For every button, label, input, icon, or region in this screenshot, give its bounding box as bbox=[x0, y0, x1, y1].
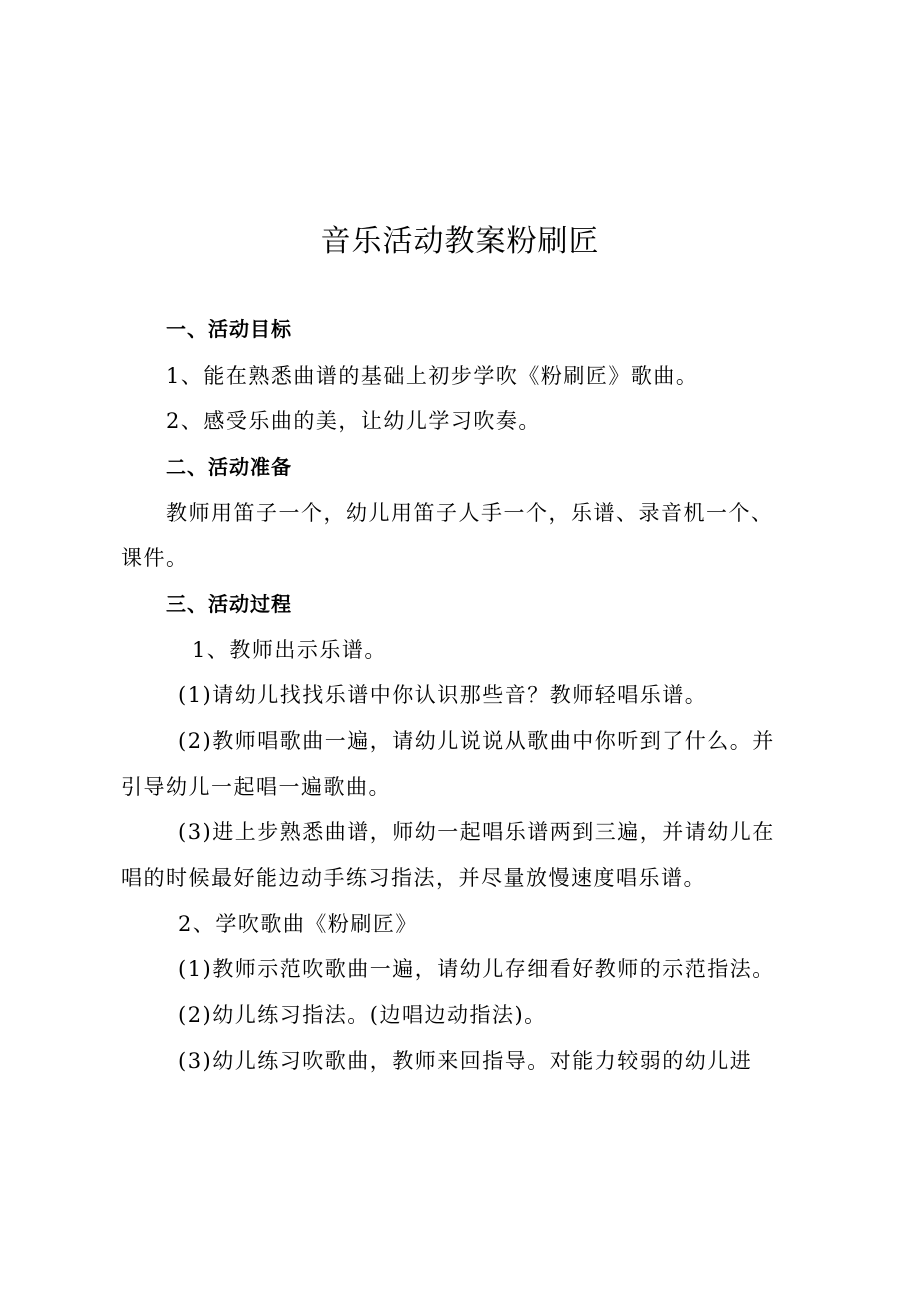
paragraph-line: 1、教师出示乐谱。 bbox=[192, 638, 387, 662]
paragraph-line: 教师用笛子一个，幼儿用笛子人手一个，乐谱、录音机一个、 bbox=[166, 501, 774, 525]
paragraph-line: (3)幼儿练习吹歌曲，教师来回指导。对能力较弱的幼儿进 bbox=[178, 1049, 753, 1073]
goal-item: 2、感受乐曲的美，让幼儿学习吹奏。 bbox=[166, 409, 541, 433]
document-title: 音乐活动教案粉刷匠 bbox=[320, 224, 600, 259]
paragraph-line: 引导幼儿一起唱一遍歌曲。 bbox=[121, 775, 391, 799]
paragraph-line: 2、学吹歌曲《粉刷匠》 bbox=[178, 912, 418, 936]
section-heading-process: 三、活动过程 bbox=[166, 592, 292, 616]
paragraph-line: (2)幼儿练习指法。(边唱边动指法)。 bbox=[178, 1003, 547, 1027]
paragraph-line: 唱的时候最好能边动手练习指法，并尽量放慢速度唱乐谱。 bbox=[121, 866, 706, 890]
paragraph-line: 课件。 bbox=[121, 546, 189, 570]
paragraph-line: (1)请幼儿找找乐谱中你认识那些音？教师轻唱乐谱。 bbox=[178, 683, 708, 707]
goal-item: 1、能在熟悉曲谱的基础上初步学吹《粉刷匠》歌曲。 bbox=[166, 364, 699, 388]
paragraph-line: (3)进上步熟悉曲谱，师幼一起唱乐谱两到三遍，并请幼儿在 bbox=[178, 820, 775, 844]
paragraph-line: (1)教师示范吹歌曲一遍，请幼儿存细看好教师的示范指法。 bbox=[178, 957, 775, 981]
section-heading-goals: 一、活动目标 bbox=[166, 317, 292, 341]
section-heading-preparation: 二、活动准备 bbox=[166, 455, 292, 479]
paragraph-line: (2)教师唱歌曲一遍，请幼儿说说从歌曲中你听到了什么。并 bbox=[178, 729, 775, 753]
